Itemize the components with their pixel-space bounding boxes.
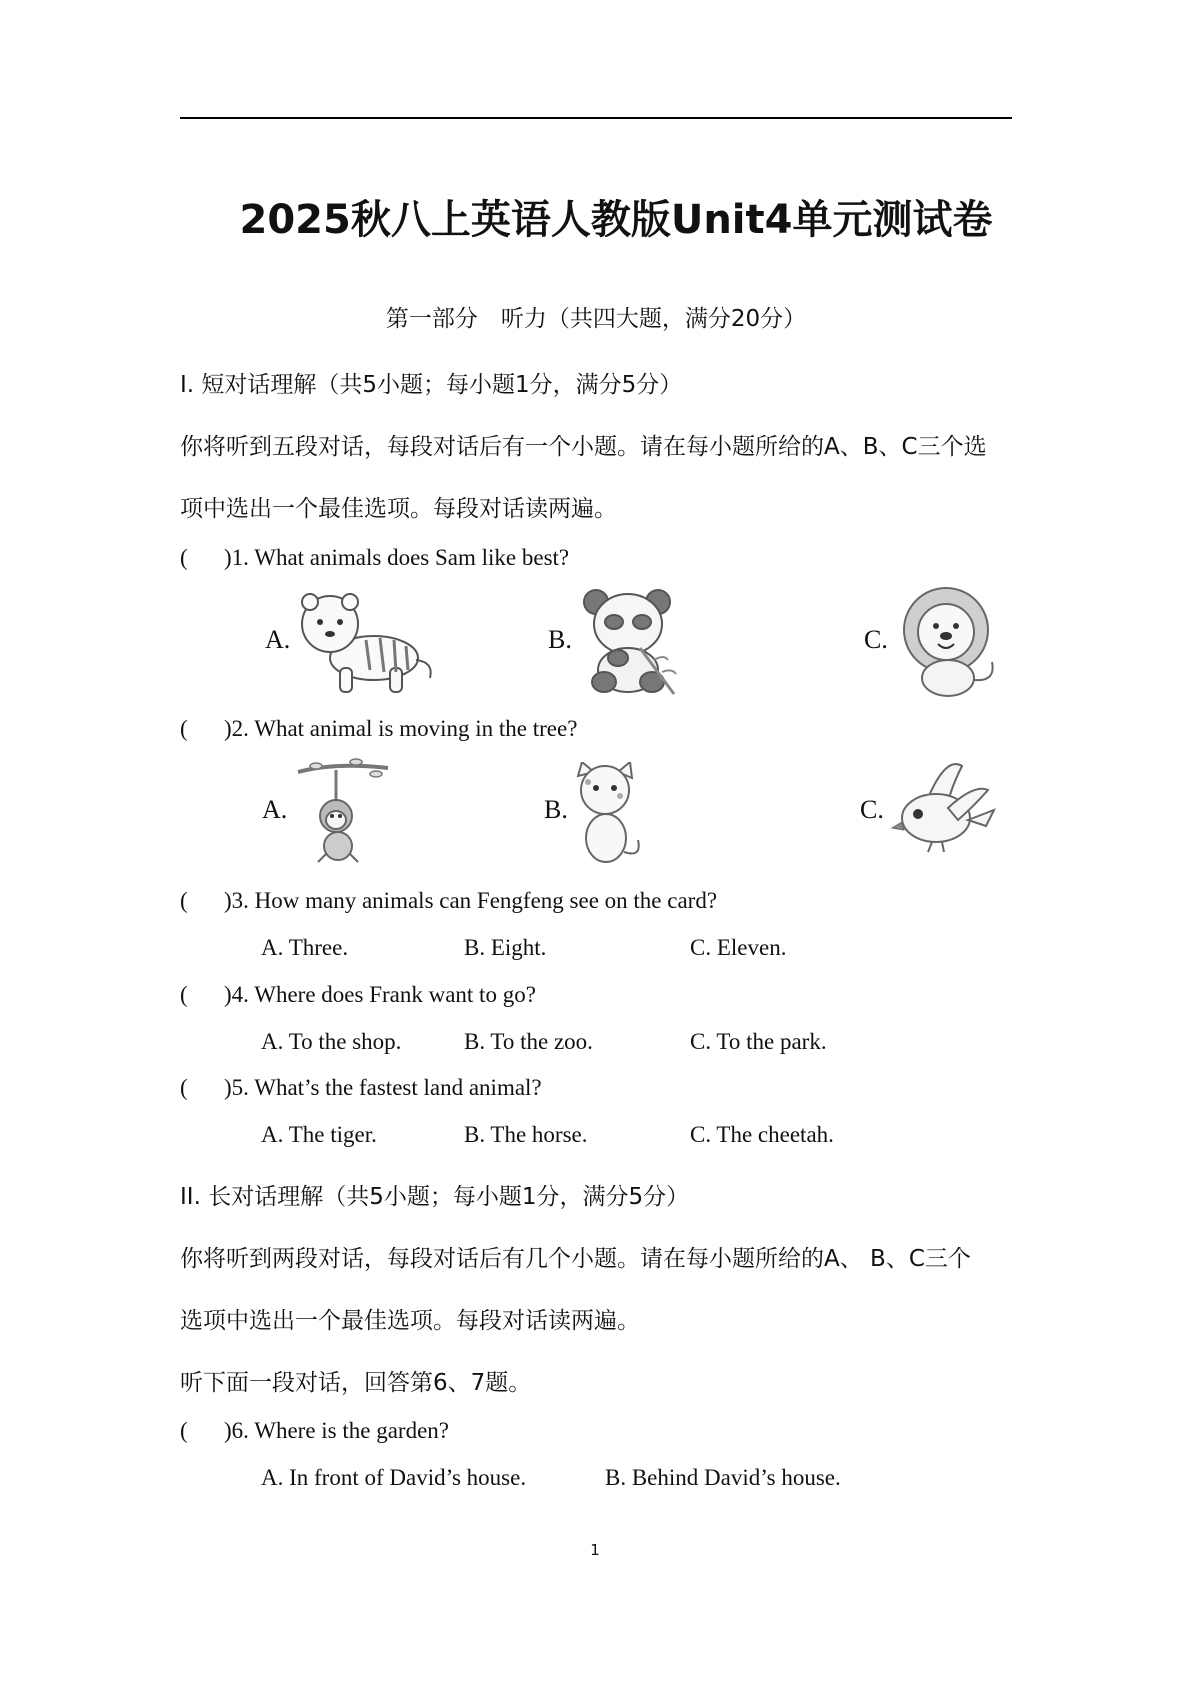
- option-b-label: B.: [548, 625, 572, 654]
- section1-heading: I. 短对话理解（共5小题；每小题1分，满分5分）: [180, 372, 683, 398]
- section1-instruction-line1: 你将听到五段对话，每段对话后有一个小题。请在每小题所给的A、B、C三个选: [180, 434, 987, 460]
- section1-instruction-line2: 项中选出一个最佳选项。每段对话读两遍。: [180, 496, 617, 522]
- option-b-label: B.: [544, 795, 568, 824]
- page-title: 2025秋八上英语人教版Unit4单元测试卷: [239, 197, 993, 243]
- answer-paren[interactable]: (: [180, 1418, 188, 1443]
- option-c: C. Eleven.: [690, 935, 787, 960]
- option-a: A. Three.: [261, 935, 349, 960]
- answer-paren[interactable]: (: [180, 982, 188, 1007]
- lion-picture: [896, 586, 1004, 698]
- question-text: )4. Where does Frank want to go?: [224, 982, 536, 1007]
- question-2: [180, 716, 577, 742]
- question-5: [180, 1075, 542, 1101]
- option-c-label: C.: [864, 625, 888, 654]
- option-a: A. To the shop.: [261, 1029, 402, 1054]
- header-rule: [180, 117, 1012, 119]
- question-text: )3. How many animals can Fengfeng see on the card?: [224, 888, 718, 913]
- panda-picture: [578, 586, 682, 696]
- question-6: [180, 1418, 449, 1444]
- question-1: [180, 545, 569, 571]
- option-a-label: A.: [265, 625, 291, 654]
- listen-note: 听下面一段对话，回答第6、7题。: [180, 1370, 532, 1396]
- option-c: C. The cheetah.: [690, 1122, 834, 1147]
- answer-paren[interactable]: (: [180, 716, 188, 741]
- option-a: A. In front of David’s house.: [261, 1465, 527, 1490]
- section2-heading: II. 长对话理解（共5小题；每小题1分，满分5分）: [180, 1184, 690, 1210]
- question-3: [180, 888, 717, 914]
- section2-instruction-line1: 你将听到两段对话，每段对话后有几个小题。请在每小题所给的A、 B、C三个: [180, 1246, 971, 1272]
- page-number: 1: [590, 1541, 600, 1559]
- bird-picture: [888, 762, 1000, 854]
- option-c-label: C.: [860, 795, 884, 824]
- option-b: B. The horse.: [464, 1122, 588, 1147]
- cat-picture: [568, 762, 644, 866]
- question-text: )2. What animal is moving in the tree?: [224, 716, 578, 741]
- option-a: A. The tiger.: [261, 1122, 377, 1147]
- monkey-picture: [296, 758, 392, 868]
- answer-paren[interactable]: (: [180, 1075, 188, 1100]
- section2-instruction-line2: 选项中选出一个最佳选项。每段对话读两遍。: [180, 1308, 640, 1334]
- tiger-picture: [296, 590, 436, 696]
- option-b: B. To the zoo.: [464, 1029, 593, 1054]
- question-text: )1. What animals does Sam like best?: [224, 545, 570, 570]
- question-text: )5. What’s the fastest land animal?: [224, 1075, 542, 1100]
- question-4: [180, 982, 536, 1008]
- part-heading: 第一部分 听力（共四大题，满分20分）: [385, 306, 807, 332]
- option-a-label: A.: [262, 795, 288, 824]
- answer-paren[interactable]: (: [180, 888, 188, 913]
- option-c: C. To the park.: [690, 1029, 827, 1054]
- option-b: B. Behind David’s house.: [605, 1465, 841, 1490]
- answer-paren[interactable]: (: [180, 545, 188, 570]
- question-text: )6. Where is the garden?: [224, 1418, 450, 1443]
- option-b: B. Eight.: [464, 935, 547, 960]
